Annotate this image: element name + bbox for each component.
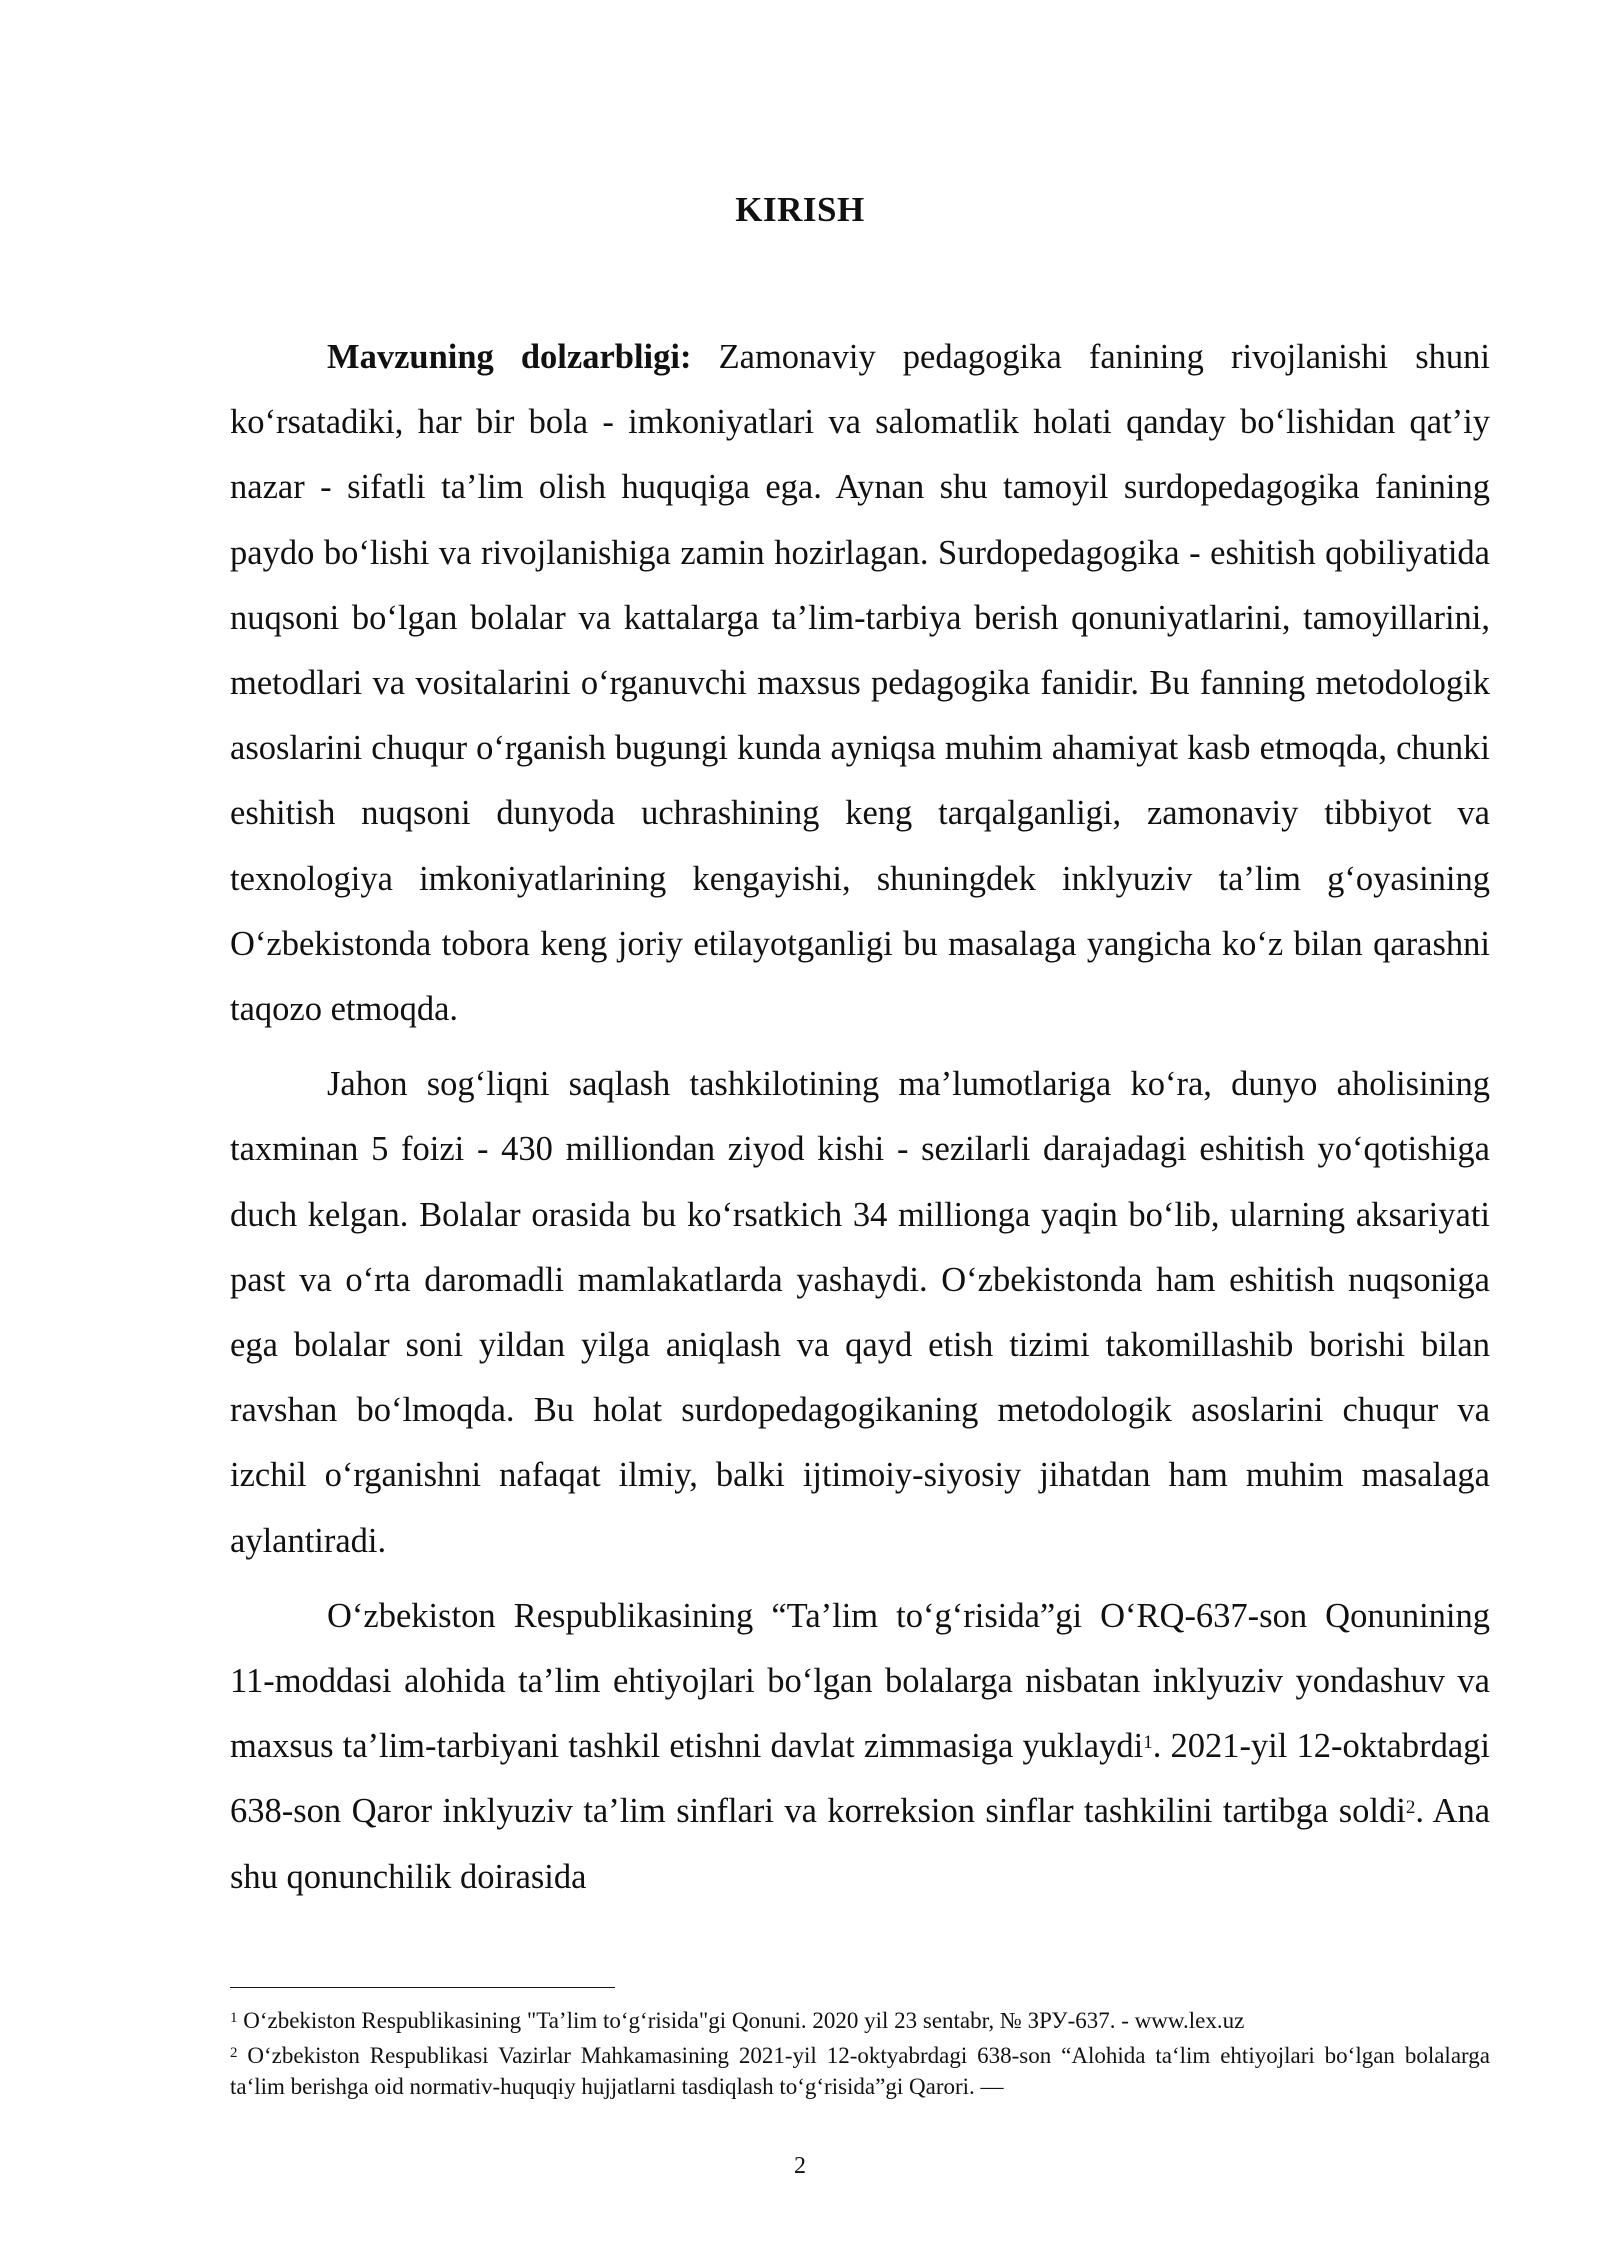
footnote-separator [230, 1987, 615, 1988]
body-text [230, 325, 1490, 1920]
section-heading: KIRISH [735, 190, 865, 229]
footnote-reference-1[interactable]: 1 [1143, 1732, 1153, 1754]
footnote-1 [230, 2005, 1490, 2036]
footnote-text: O‘zbekiston Respublikasi Vazirlar Mahkamasining 2021-yil 12-oktyabrdagi 638-son “Alohida ta‘lim ehtiyojlari bo‘lgan bolalarga ta‘lim berishga oid normativ-huquqiy hujjatlarni tasdiqlash to‘g‘risida”gi Qarori. — [230, 2043, 1490, 2099]
paragraph-text: O‘zbekiston Respublikasining “Ta’lim to‘g‘risida”gi O‘RQ-637-son Qonunining 11-moddasi alohida ta’lim ehtiyojlari bo‘lgan bolalarga nisbatan inklyuziv yondashuv va maxsus ta’lim-tarbiyani tashkil etishni davlat zimmasiga yuklaydi [230, 1596, 1490, 1766]
footnote-2 [230, 2040, 1490, 2102]
paragraph-text: Jahon sog‘liqni saqlash tashkilotining ma’lumotlariga ko‘ra, dunyo aholisining taxminan 5 foizi - 430 milliondan ziyod kishi - sezilarli darajadagi eshitish yo‘qotishiga duch kelgan. Bolalar orasida bu ko‘rsatkich 34 millionga yaqin bo‘lib, ularning aksariyati past va o‘rta daromadli mamlakatlarda yashaydi. O‘zbekistonda ham eshitish nuqsoniga ega bolalar soni yildan yilga aniqlash va qayd etish tizimi takomillashib borishi bilan ravshan bo‘lmoqda. Bu holat surdopedagogikaning metodologik asoslarini chuqur va izchil o‘rganishni nafaqat ilmiy, balki ijtimoiy-siyosiy jihatdan ham muhim masalaga aylantiradi. [230, 1065, 1490, 1560]
footnote-reference-2[interactable]: 2 [1405, 1797, 1416, 1819]
page-number: 2 [794, 2153, 806, 2179]
footnote-number: 2 [230, 2045, 238, 2061]
paragraph-text: . Ana shu qonunchilik doirasida [230, 1792, 1491, 1896]
footnote-number: 1 [230, 2010, 238, 2026]
paragraph-lead: Mavzuning dolzarbligi: [327, 338, 692, 376]
paragraph-statistics [230, 1052, 1490, 1574]
paragraph-legislation [230, 1584, 1490, 1910]
paragraph-text: Zamonaviy pedagogika fanining rivojlanishi shuni ko‘rsatadiki, har bir bola - imkoniyatlari va salomatlik holati qanday bo‘lishidan qat’iy nazar - sifatli ta’lim olish huquqiga ega. Aynan shu tamoyil surdopedagogika fanining paydo bo‘lishi va rivojlanishiga zamin hozirlagan. Surdopedagogika - eshitish qobiliyatida nuqsoni bo‘lgan bolalar va kattalarga ta’lim-tarbiya berish qonuniyatlarini, tamoyillarini, metodlari va vositalarini o‘rganuvchi maxsus pedagogika fanidir. Bu fanning metodologik asoslarini chuqur o‘rganish bugungi kunda ayniqsa muhim ahamiyat kasb etmoqda, chunki eshitish nuqsoni dunyoda uchrashining keng tarqalganligi, zamonaviy tibbiyot va texnologiya imkoniyatlarining kengayishi, shuningdek inklyuziv ta’lim g‘oyasining O‘zbekistonda tobora keng joriy etilayotganligi bu masalaga yangicha ko‘z bilan qarashni taqozo etmoqda. [230, 338, 1491, 1029]
footnotes [230, 2005, 1490, 2106]
footnote-text: O‘zbekiston Respublikasining "Ta’lim to‘g‘risida"gi Qonuni. 2020 yil 23 sentabr, № ЗРУ-637. - www.lex.uz [237, 2008, 1245, 2033]
paragraph-text: . 2021-yil 12-oktabrdagi 638-son Qaror inklyuziv ta’lim sinflari va korreksion sinflar tashkilini tartibga soldi [230, 1727, 1490, 1831]
paragraph-relevance [230, 325, 1490, 1042]
